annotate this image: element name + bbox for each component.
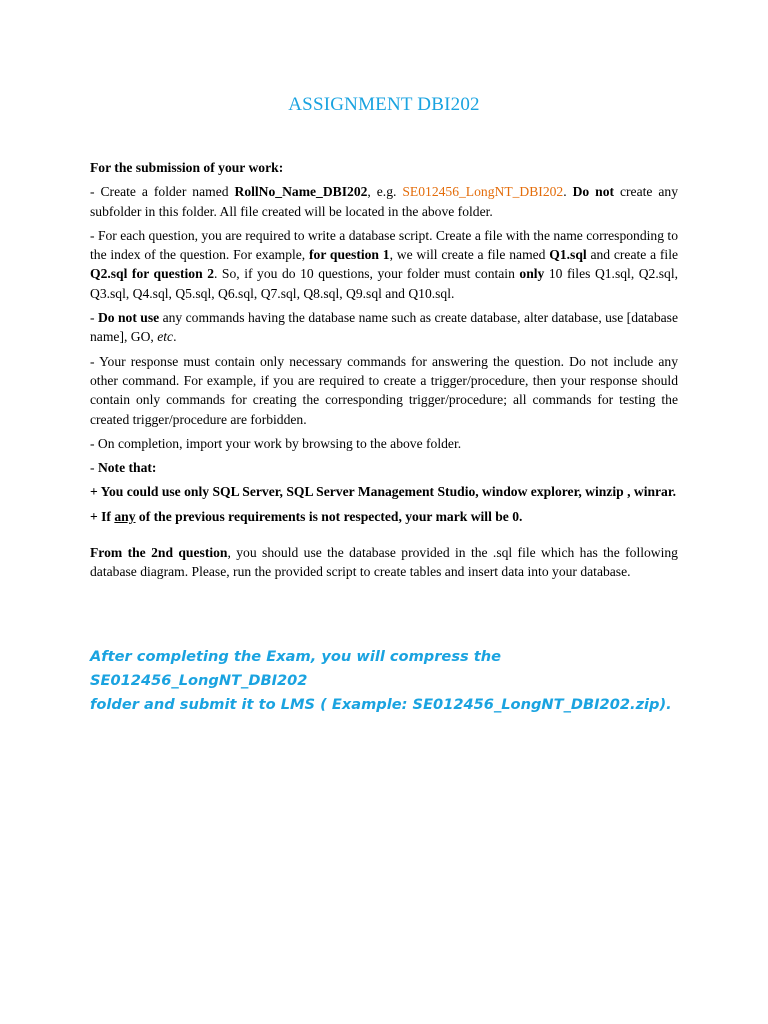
example-folder-name: SE012456_LongNT_DBI202 <box>402 184 564 200</box>
file-naming-instruction: - For each question, you are required to write a database script. Create a file with the name corresponding to the index of the question. For example, for question 1, we will create a file named Q1.sql and create a file Q2.sql for question 2. So, if you do 10 questions, your folder must contain only 10 files Q1.sql, Q2.sql, Q3.sql, Q4.sql, Q5.sql, Q6.sql, Q7.sql, Q8.sql, Q9.sql and Q10.sql. <box>90 227 679 301</box>
forbidden-commands-instruction: - Do not use any commands having the database name such as create database, alter database, use [database name], GO, etc. <box>90 310 678 345</box>
completion-instruction: - On completion, import your work by browsing to the above folder. <box>90 435 462 451</box>
response-instruction: - Your response must contain only necessary commands for answering the question. Do not include any other command. For example, if you are required to create a trigger/procedure, then your response should contain only commands for creating the corresponding trigger/procedure; all commands for testing the created trigger/procedure are forbidden. <box>90 353 678 427</box>
submission-note-line1: After completing the Exam, you will compress the SE012456_LongNT_DBI202 <box>90 648 502 689</box>
submission-heading: For the submission of your work: <box>90 160 284 175</box>
instructions-body <box>90 158 678 587</box>
assignment-title: ASSIGNMENT DBI202 <box>288 94 480 115</box>
submission-note <box>90 645 690 717</box>
mark-warning-note: + If any of the previous requirements is not respected, your mark will be 0. <box>90 508 523 524</box>
folder-instruction: - Create a folder named RollNo_Name_DBI202, e.g. SE012456_LongNT_DBI202. Do not create any subfolder in this folder. All file created will be located in the above folder. <box>90 184 679 219</box>
database-instruction: From the 2nd question, you should use the database provided in the .sql file which has the following database diagram. Please, run the provided script to create tables and insert data into your database. <box>90 545 678 580</box>
note-heading: - Note that: <box>90 460 157 476</box>
allowed-tools-note: + You could use only SQL Server, SQL Server Management Studio, window explorer, winzip , winrar. <box>90 484 677 500</box>
submission-note-line2: folder and submit it to LMS ( Example: SE012456_LongNT_DBI202.zip). <box>90 696 672 713</box>
